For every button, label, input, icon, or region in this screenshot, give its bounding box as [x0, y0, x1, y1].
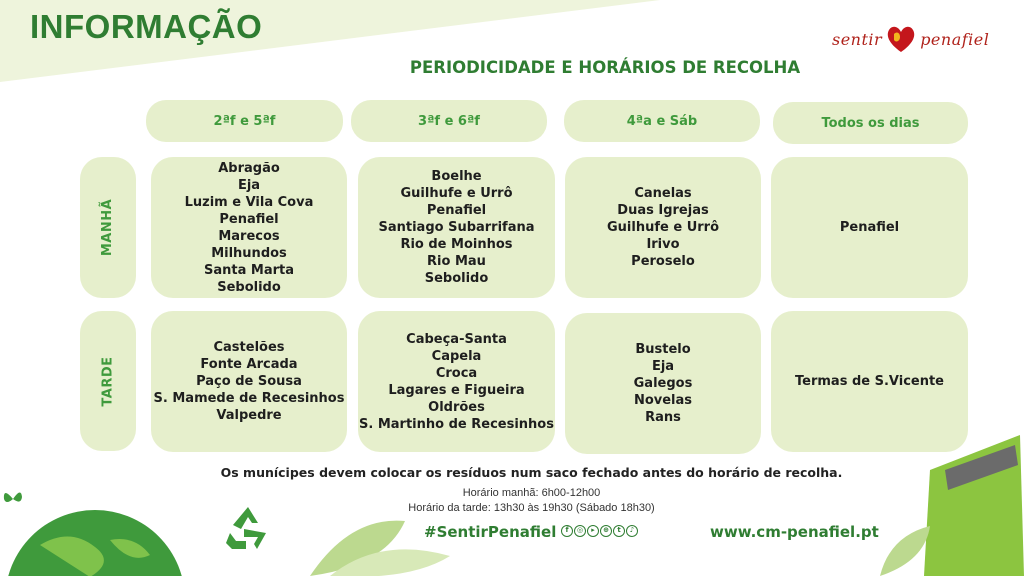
schedule-cell-afternoon-every-day — [771, 311, 968, 452]
hashtag: #SentirPenafiel — [424, 523, 557, 541]
parish-name: Boelhe — [431, 169, 482, 184]
parish-name: Rio de Moinhos — [400, 237, 513, 252]
butterfly-icon — [2, 488, 24, 510]
row-label-afternoon-text: TARDE — [100, 355, 116, 407]
schedule-cell-morning-wed-sat — [565, 157, 761, 298]
parish-name: Sebolido — [217, 279, 281, 295]
parish-name: Guilhufe e Urrô — [400, 186, 513, 201]
parish-name: Eja — [237, 177, 261, 193]
instruction-note: Os munícipes devem colocar os resíduos num saco fechado antes do horário de recolha. — [220, 465, 843, 480]
parish-name: Castelões — [213, 340, 285, 355]
heart-icon — [884, 22, 918, 56]
parish-name: Oldrões — [428, 399, 485, 415]
parish-name: Duas Igrejas — [617, 203, 709, 218]
parish-name: Cabeça-Santa — [406, 331, 507, 347]
column-header-wed-sat: 4ªa e Sáb — [564, 100, 760, 142]
parish-name: S. Martinho de Recesinhos — [359, 416, 554, 432]
facebook-icon[interactable]: f — [561, 525, 573, 537]
parish-name: Abragão — [218, 160, 280, 176]
parish-name: Croca — [435, 365, 478, 381]
logo-text-right: penafiel — [920, 29, 990, 49]
twitter-icon[interactable]: t — [613, 525, 625, 537]
row-label-afternoon — [80, 311, 136, 451]
parish-name: Irivo — [646, 237, 680, 252]
parish-name: S. Mamede de Recesinhos — [153, 391, 345, 406]
column-header-every-day: Todos os dias — [773, 102, 968, 144]
morning-hours: Horário manhã: 6h00-12h00 — [462, 487, 601, 499]
parish-name: Termas de S.Vicente — [795, 374, 944, 389]
recycle-icon — [222, 503, 274, 553]
instagram-icon[interactable]: ◎ — [574, 525, 586, 537]
parish-name: Santa Marta — [203, 262, 294, 278]
parish-name: Galegos — [633, 376, 693, 391]
social-icons — [561, 525, 638, 537]
parish-name: Sebolido — [424, 271, 489, 286]
row-label-morning — [80, 157, 136, 298]
parish-name: Canelas — [634, 186, 692, 201]
row-label-morning-text: MANHÃ — [100, 198, 116, 257]
schedule-cell-afternoon-mon-thu — [151, 311, 347, 452]
parish-name: Penafiel — [839, 220, 900, 235]
parish-name: Penafiel — [426, 203, 487, 218]
parish-name: Marecos — [218, 228, 280, 244]
youtube-icon[interactable]: ▸ — [587, 525, 599, 537]
schedule-cell-afternoon-tue-fri — [358, 311, 555, 452]
parish-name: Lagares e Figueira — [388, 382, 525, 398]
parish-name: Rans — [645, 410, 681, 425]
parish-name: Paço de Sousa — [196, 374, 302, 389]
column-header-tue-fri: 3ªf e 6ªf — [351, 100, 547, 142]
parish-name: Capela — [431, 348, 482, 364]
parish-name: Milhundos — [211, 245, 287, 261]
website-link[interactable]: www.cm-penafiel.pt — [710, 523, 879, 541]
schedule-cell-morning-mon-thu — [151, 157, 347, 298]
parish-name: Bustelo — [635, 342, 691, 357]
parish-name: Luzim e Vila Cova — [184, 194, 314, 210]
afternoon-hours: Horário da tarde: 13h30 às 19h30 (Sábado 18h30) — [408, 502, 655, 514]
parish-name: Fonte Arcada — [200, 357, 298, 372]
web-icon[interactable]: ⊕ — [600, 525, 612, 537]
logo-text-left: sentir — [832, 29, 883, 49]
schedule-cell-morning-every-day — [771, 157, 968, 298]
tiktok-icon[interactable]: ♪ — [626, 525, 638, 537]
parish-name: Guilhufe e Urrô — [607, 220, 719, 235]
sentir-penafiel-logo — [832, 20, 1002, 58]
page-title: INFORMAÇÃO — [30, 8, 263, 45]
schedule-subtitle: PERIODICIDADE E HORÁRIOS DE RECOLHA — [409, 58, 801, 77]
schedule-cell-morning-tue-fri — [358, 157, 555, 298]
parish-name: Penafiel — [219, 211, 279, 227]
parish-name: Peroselo — [631, 254, 695, 269]
parish-name: Novelas — [633, 393, 693, 408]
parish-name: Rio Mau — [427, 254, 486, 269]
schedule-cell-afternoon-wed-sat — [565, 313, 761, 454]
parish-name: Eja — [651, 359, 675, 374]
parish-name: Valpedre — [216, 408, 282, 423]
parish-name: Santiago Subarrifana — [378, 220, 535, 235]
column-header-mon-thu: 2ªf e 5ªf — [146, 100, 343, 142]
